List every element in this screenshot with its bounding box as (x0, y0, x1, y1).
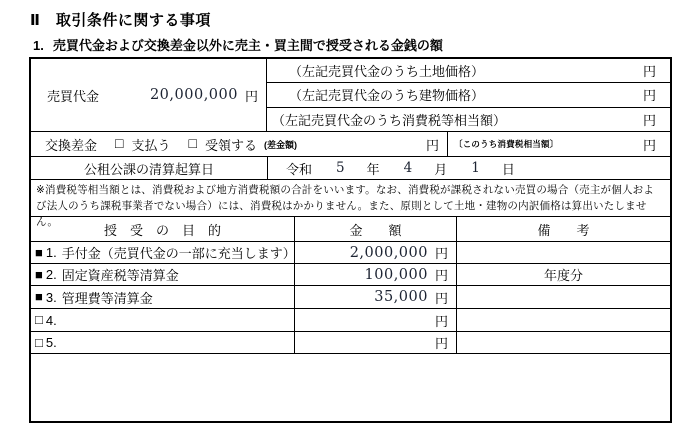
sale-price-cell (31, 59, 267, 131)
breakdown-tax-unit: 円 (642, 112, 656, 128)
amount-cell (295, 332, 457, 353)
amount-unit: 円 (434, 268, 448, 283)
money-table-header (31, 217, 670, 242)
sale-price-amount: 20,000,000 (149, 87, 238, 103)
day-unit: 日 (501, 161, 515, 177)
breakdown-row-land (267, 59, 670, 83)
month-value: 4 (403, 160, 413, 176)
checkbox-icon[interactable]: ■ (35, 244, 43, 260)
breakdown-land-unit: 円 (642, 64, 656, 80)
year-value: 5 (336, 160, 345, 176)
sale-price-label: 売買代金 (47, 88, 100, 104)
price-breakdown (267, 59, 670, 131)
row-number: 2. (45, 267, 57, 282)
header-purpose: 授 受 の 目 的 (31, 217, 295, 241)
subsection-text: 売買代金および交換差金以外に売主・買主間で授受される金銭の額 (52, 38, 443, 53)
checkbox-icon[interactable]: □ (35, 334, 43, 350)
header-amount: 金 額 (295, 217, 457, 241)
balance-tax-unit: 円 (642, 137, 656, 153)
day-value: 1 (471, 160, 480, 176)
amount-cell (295, 242, 457, 263)
amount-unit: 円 (434, 246, 448, 261)
section-title: Ⅱ 取引条件に関する事項 (30, 12, 211, 29)
sale-price-row (31, 59, 670, 132)
receive-checkbox-icon[interactable]: □ (188, 135, 197, 151)
receive-option-label: 受領する (204, 137, 257, 153)
balance-amount-note: (差金額) (263, 139, 297, 150)
breakdown-land-label: （左記売買代金のうち土地価格） (289, 64, 485, 80)
year-unit: 年 (366, 161, 380, 177)
exchange-balance-row (31, 132, 670, 157)
purpose-cell (31, 332, 295, 353)
remarks-cell (457, 242, 670, 263)
exchange-balance-label: 交換差金 (45, 137, 98, 153)
purpose-cell (31, 286, 295, 308)
amount-value: 100,000 (364, 266, 428, 283)
pay-checkbox-icon[interactable]: □ (115, 135, 124, 151)
purpose-cell (31, 309, 295, 331)
settlement-date-label-cell (31, 157, 268, 179)
amount-cell (295, 286, 457, 308)
amount-unit: 円 (434, 336, 448, 351)
amount-cell (295, 264, 457, 285)
tax-note: ※消費税等相当額とは、消費税および地方消費税額の合計をいいます。なお、消費税が課税されない売買の場合（売主が個人および法人のうち課税事業者でない場合）には、消費税はかかりません。また、原則として土地・建物の内訳価格は算出いたしません。 (31, 180, 670, 217)
purpose-cell (31, 242, 295, 263)
settlement-date-row (31, 157, 670, 180)
breakdown-row-tax (267, 108, 670, 131)
table-row-4 (31, 309, 670, 332)
pay-option-label: 支払う (131, 137, 171, 153)
sale-price-unit: 円 (244, 88, 258, 104)
remarks-cell (457, 309, 670, 331)
breakdown-tax-label: （左記売買代金のうち消費税等相当額） (272, 112, 507, 128)
remarks-cell (457, 286, 670, 308)
checkbox-icon[interactable]: ■ (35, 266, 43, 282)
purpose-text: 固定資産税等清算金 (61, 268, 179, 283)
purpose-cell (31, 264, 295, 285)
table-row-1 (31, 242, 670, 264)
checkbox-icon[interactable]: ■ (35, 289, 43, 304)
checkbox-icon[interactable]: □ (35, 312, 43, 327)
empty-footer-cell (31, 354, 670, 421)
era-label: 令和 (286, 161, 313, 177)
amount-cell (295, 309, 457, 331)
table-row-5 (31, 332, 670, 354)
balance-tax-note: 〔このうち消費税相当額〕 (454, 139, 559, 149)
subsection-number: 1. (33, 38, 44, 53)
amount-unit: 円 (434, 313, 448, 329)
subsection-title (33, 35, 443, 54)
amount-value: 35,000 (374, 289, 428, 305)
amount-value: 2,000,000 (349, 244, 428, 261)
remarks-cell (457, 332, 670, 353)
conditions-table (29, 57, 672, 423)
table-row-3 (31, 286, 670, 309)
month-unit: 月 (434, 161, 448, 177)
breakdown-row-building (267, 83, 670, 107)
purpose-text: 手付金（売買代金の一部に充当します） (61, 246, 296, 261)
breakdown-building-unit: 円 (642, 88, 656, 104)
table-row-2 (31, 264, 670, 286)
row-number: 3. (45, 289, 57, 305)
amount-unit: 円 (434, 290, 448, 306)
settlement-date-value-cell (268, 157, 670, 179)
balance-amount-unit: 円 (425, 137, 439, 153)
row-number: 1. (45, 245, 57, 260)
row-number: 5. (45, 335, 57, 350)
exchange-balance-cell (31, 132, 448, 156)
settlement-date-label: 公租公課の清算起算日 (83, 161, 214, 177)
remarks-cell: 年度分 (543, 268, 583, 283)
purpose-text: 管理費等清算金 (61, 290, 153, 306)
balance-tax-cell (448, 132, 670, 156)
row-number: 4. (45, 312, 57, 328)
header-remarks: 備 考 (537, 222, 590, 238)
breakdown-building-label: （左記売買代金のうち建物価格） (289, 88, 485, 104)
